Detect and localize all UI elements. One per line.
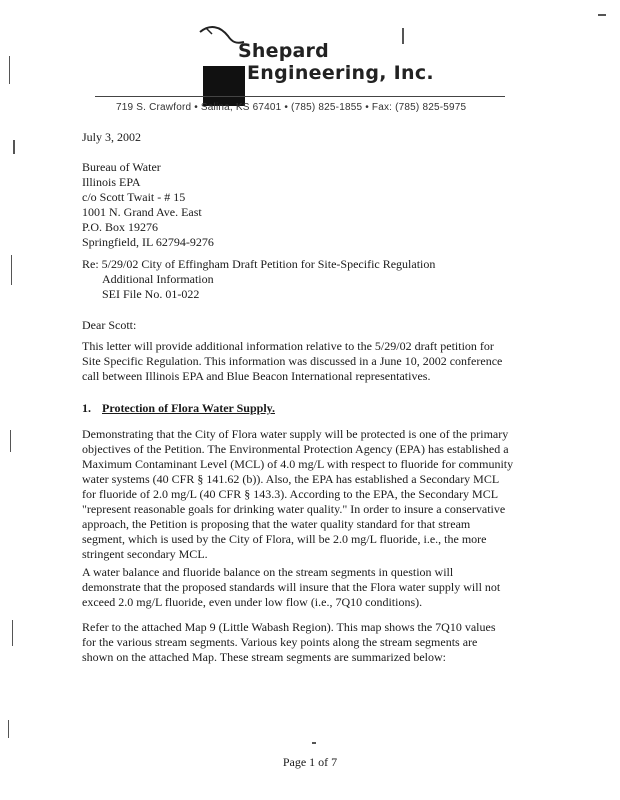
scan-artifact xyxy=(10,430,11,452)
company-address: 719 S. Crawford • Salina, KS 67401 • (785) 825-1855 • Fax: (785) 825-5975 xyxy=(116,102,467,113)
paragraph-line: Demonstrating that the City of Flora water supply will be protected is one of the primary xyxy=(82,427,509,441)
section-number: 1. xyxy=(82,401,91,415)
salutation: Dear Scott: xyxy=(82,318,137,332)
balance-paragraph xyxy=(82,565,500,610)
scan-artifact xyxy=(8,720,9,738)
paragraph-line: for fluoride of 2.0 mg/L (40 CFR § 143.3). According to the EPA, the Secondary MCL xyxy=(82,487,499,501)
scan-artifact xyxy=(13,140,15,154)
scan-artifact xyxy=(12,620,13,646)
company-name-line2: Engineering, Inc. xyxy=(247,62,434,84)
recipient-line: P.O. Box 19276 xyxy=(82,220,159,234)
paragraph-line: Maximum Contaminant Level (MCL) of 4.0 mg/L with respect to fluoride for community xyxy=(82,457,514,471)
subject-line: Re: 5/29/02 City of Effingham Draft Petition for Site-Specific Regulation xyxy=(82,257,436,271)
paragraph-line: demonstrate that the proposed standards will insure that the Flora water supply will not xyxy=(82,580,501,594)
paragraph-line: This letter will provide additional information relative to the 5/29/02 draft petition for xyxy=(82,339,494,353)
subject-line: Additional Information xyxy=(102,272,214,286)
recipient-address xyxy=(82,160,214,250)
paragraph-line: water systems (40 CFR § 141.62 (b)). Also, the EPA has established a Secondary MCL xyxy=(82,472,500,486)
subject-block xyxy=(82,257,435,302)
paragraph-line: "represent reasonable goals for drinking water quality." In order to insure a conservative xyxy=(82,502,506,516)
letterhead-rule xyxy=(95,96,505,97)
company-name-line1: Shepard xyxy=(238,40,329,62)
scan-artifact xyxy=(598,14,606,16)
scan-artifact xyxy=(402,28,404,44)
paragraph-line: approach, the Petition is proposing that the water quality standard for that stream xyxy=(82,517,471,531)
paragraph-line: Refer to the attached Map 9 (Little Wabash Region). This map shows the 7Q10 values xyxy=(82,620,496,634)
letter-date: July 3, 2002 xyxy=(82,130,142,144)
recipient-line: Springfield, IL 62794-9276 xyxy=(82,235,214,249)
subject-line: SEI File No. 01-022 xyxy=(102,287,200,301)
protection-paragraph xyxy=(82,427,513,562)
paragraph-line: A water balance and fluoride balance on the stream segments in question will xyxy=(82,565,454,579)
recipient-line: c/o Scott Twait - # 15 xyxy=(82,190,186,204)
section-title: Protection of Flora Water Supply. xyxy=(102,401,275,415)
scan-artifact xyxy=(312,742,316,744)
paragraph-line: shown on the attached Map. These stream segments are summarized below: xyxy=(82,650,447,664)
paragraph-line: exceed 2.0 mg/L fluoride, even under low flow (i.e., 7Q10 conditions). xyxy=(82,595,423,609)
paragraph-line: objectives of the Petition. The Environmental Protection Agency (EPA) has established a xyxy=(82,442,509,456)
paragraph-line: for the various stream segments. Various key points along the stream segments are xyxy=(82,635,478,649)
recipient-line: Bureau of Water xyxy=(82,160,161,174)
intro-paragraph xyxy=(82,339,502,384)
scan-artifact xyxy=(11,255,12,285)
scan-artifact xyxy=(9,56,10,84)
recipient-line: 1001 N. Grand Ave. East xyxy=(82,205,202,219)
map-paragraph xyxy=(82,620,496,665)
page-number: Page 1 of 7 xyxy=(282,755,338,769)
paragraph-line: stringent secondary MCL. xyxy=(82,547,208,561)
paragraph-line: Site Specific Regulation. This information was discussed in a June 10, 2002 conference xyxy=(82,354,503,368)
logo-mark-icon xyxy=(203,66,245,106)
paragraph-line: segment, which is used by the City of Flora, will be 2.0 mg/L fluoride, i.e., the more xyxy=(82,532,487,546)
recipient-line: Illinois EPA xyxy=(82,175,141,189)
section-heading xyxy=(82,401,275,415)
paragraph-line: call between Illinois EPA and Blue Beacon International representatives. xyxy=(82,369,431,383)
